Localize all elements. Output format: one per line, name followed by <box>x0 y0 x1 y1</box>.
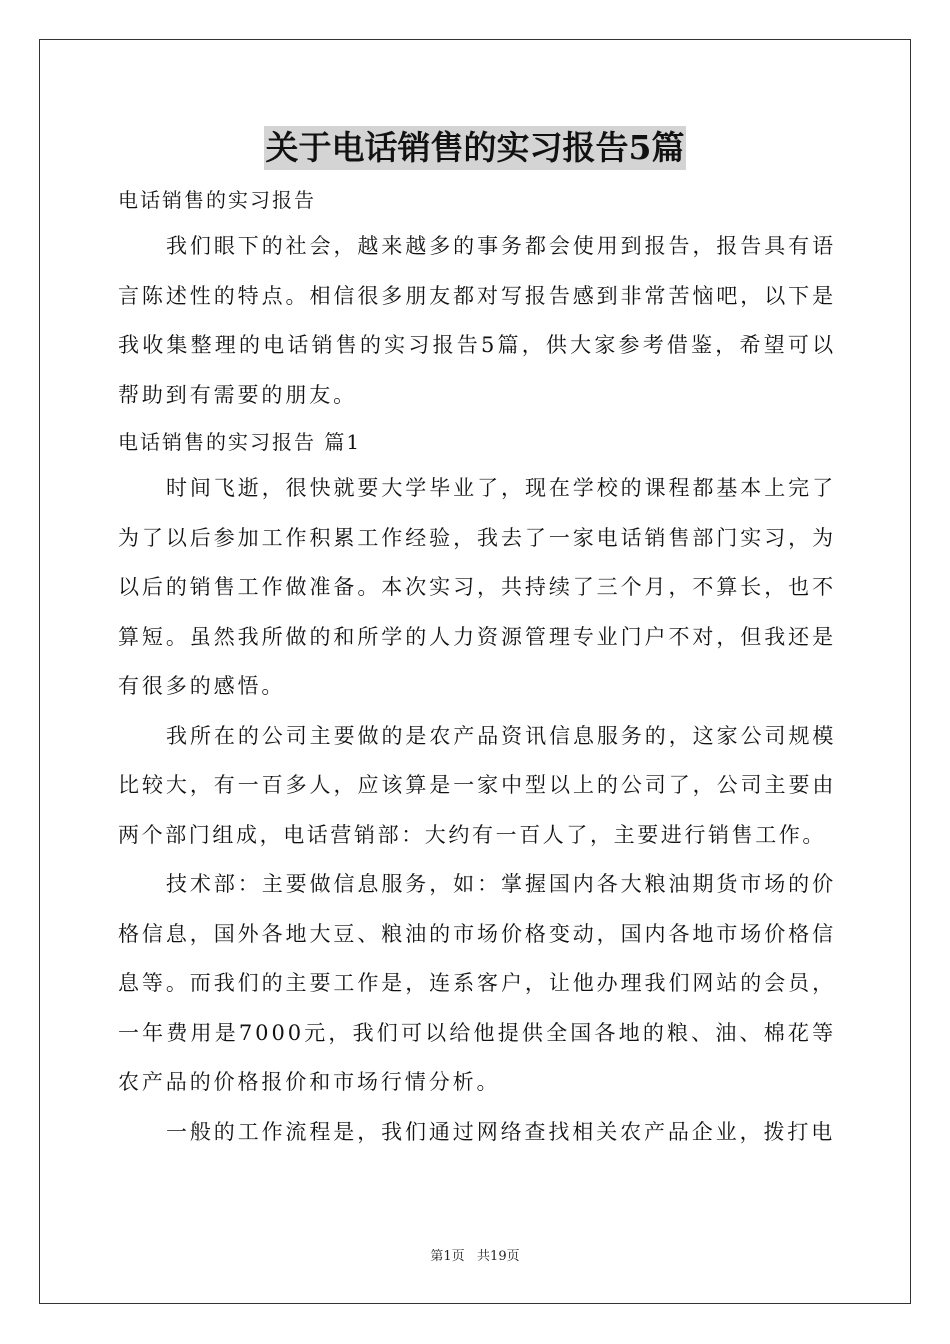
section-heading: 电话销售的实习报告 篇1 <box>118 430 362 454</box>
body-paragraph: 技术部：主要做信息服务，如：掌握国内各大粮油期货市场的价格信息，国外各地大豆、粮油的市场价格变动，国内各地市场价格信息等。而我们的主要工作是，连系客户，让他办理我们网站的会员，一年费用是7000元，我们可以给他提供全国各地的粮、油、棉花等农产品的价格报价和市场行情分析。 <box>118 872 836 1094</box>
body-paragraph: 时间飞逝，很快就要大学毕业了，现在学校的课程都基本上完了为了以后参加工作积累工作经验，我去了一家电话销售部门实习，为以后的销售工作做准备。本次实习，共持续了三个月，不算长，也不算短。虽然我所做的和所学的人力资源管理专业门户不对，但我还是有很多的感悟。 <box>118 476 836 698</box>
body-paragraph: 我所在的公司主要做的是农产品资讯信息服务的，这家公司规模比较大，有一百多人，应该算是一家中型以上的公司了，公司主要由两个部门组成，电话营销部：大约有一百人了，主要进行销售工作。 <box>118 723 836 847</box>
intro-paragraph: 我们眼下的社会，越来越多的事务都会使用到报告，报告具有语言陈述性的特点。相信很多朋友都对写报告感到非常苦恼吧，以下是我收集整理的电话销售的实习报告5篇，供大家参考借鉴，希望可以帮助到有需要的朋友。 <box>118 234 836 407</box>
document-body <box>118 178 836 1157</box>
title-container <box>0 126 950 170</box>
document-title: 关于电话销售的实习报告5篇 <box>264 126 687 170</box>
body-paragraph: 一般的工作流程是，我们通过网络查找相关农产品企业，拨打电 <box>166 1119 836 1144</box>
page-number: 第1页 共19页 <box>430 1249 520 1264</box>
document-subtitle: 电话销售的实习报告 <box>118 188 316 212</box>
